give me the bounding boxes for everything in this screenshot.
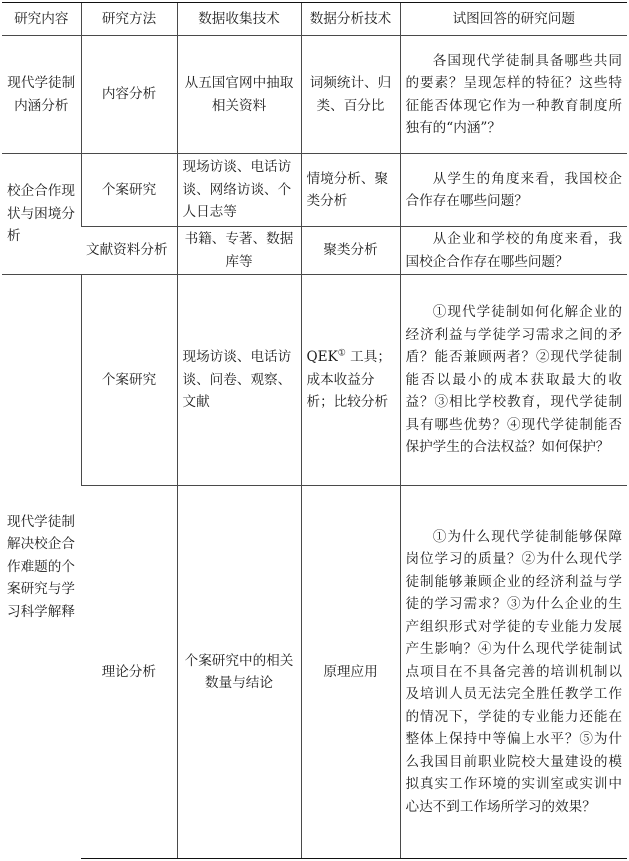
question-cell: ①现代学徒制如何化解企业的经济利益与学徒学习需求之间的矛盾？能否兼顾两者？②现代学徒制能否以最小的成本获取最大的收益？③相比学校教育，现代学徒制具有哪些优势？④现代学徒制能否保护学生的合法权益？如何保护？: [400, 275, 627, 486]
analysis-cell: 聚类分析: [301, 227, 400, 275]
question-cell: ①为什么现代学徒制能够保障岗位学习的质量？②为什么现代学徒制能够兼顾企业的经济利益与学徒的学习需求？③为什么企业的生产组织形式对学徒的专业能力发展产生影响？④为什么现代学徒制试点项目在不具备完善的培训机制以及培训人员无法完全胜任教学工作的情况下，学徒的专业能力还能在整体上保持中等偏上水平？⑤为什么我国目前职业院校大量建设的模拟真实工作环境的实训室或实训中心达不到工作场所学习的效果？: [400, 486, 627, 859]
question-cell: 从企业和学校的角度来看，我国校企合作存在哪些问题？: [400, 227, 627, 275]
method-cell: 内容分析: [81, 36, 177, 154]
table-row: [2, 154, 627, 227]
analysis-rest: 工具；成本收益分析；比较分析: [306, 349, 391, 411]
method-cell: 文献资料分析: [81, 227, 177, 275]
question-cell: 从学生的角度来看，我国校企合作存在哪些问题？: [400, 154, 627, 227]
header-research-method: 研究方法: [81, 3, 177, 36]
collection-cell: 现场访谈、电话访谈、网络访谈、个人日志等: [177, 154, 301, 227]
method-cell: 理论分析: [81, 486, 177, 859]
analysis-cell: 原理应用: [301, 486, 400, 859]
table-row: [2, 36, 627, 154]
analysis-cell: 情境分析、聚类分析: [301, 154, 400, 227]
collection-cell: 现场访谈、电话访谈、问卷、观察、文献: [177, 275, 301, 486]
footnote-marker: ①: [337, 348, 346, 359]
analysis-cell: 词频统计、归类、百分比: [301, 36, 400, 154]
analysis-prefix: QEK: [306, 349, 338, 366]
analysis-cell: [301, 275, 400, 486]
header-data-collection: 数据收集技术: [177, 3, 301, 36]
content-cell-cooperation: 校企合作现状与困境分析: [2, 154, 81, 275]
collection-cell: 从五国官网中抽取相关资料: [177, 36, 301, 154]
method-cell: 个案研究: [81, 275, 177, 486]
header-data-analysis: 数据分析技术: [301, 3, 400, 36]
table-row: [2, 227, 627, 275]
method-cell: 个案研究: [81, 154, 177, 227]
table-row: [2, 486, 627, 859]
header-row: [2, 3, 627, 36]
header-research-content: 研究内容: [2, 3, 81, 36]
content-cell-connotation: 现代学徒制内涵分析: [2, 36, 81, 154]
collection-cell: 书籍、专著、数据库等: [177, 227, 301, 275]
question-cell: 各国现代学徒制具备哪些共同的要素？呈现怎样的特征？这些特征能否体现它作为一种教育制度所独有的“内涵”？: [400, 36, 627, 154]
content-cell-case-study: 现代学徒制解决校企合作难题的个案研究与学习科学解释: [2, 275, 81, 859]
table-row: [2, 275, 627, 486]
header-research-question: 试图回答的研究问题: [400, 3, 627, 36]
research-design-table: [2, 2, 627, 859]
collection-cell: 个案研究中的相关数量与结论: [177, 486, 301, 859]
